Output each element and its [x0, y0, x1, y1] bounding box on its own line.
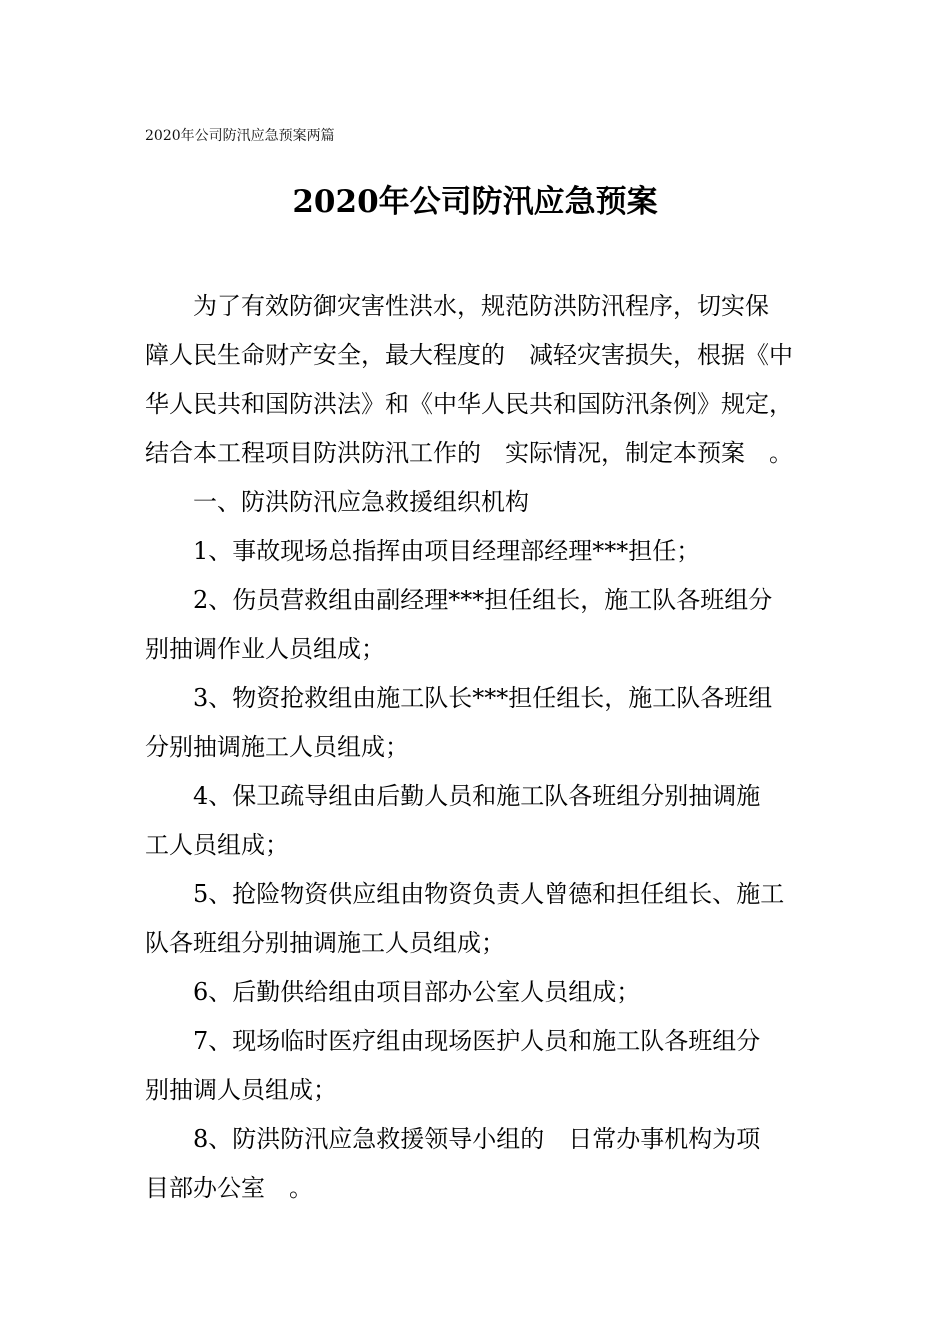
paragraph-line: 华人民共和国防洪法》和《中华人民共和国防汛条例》规定，: [145, 390, 793, 418]
list-item: [145, 1115, 811, 1213]
paragraph-line: 障人民生命财产安全，最大程度的 减轻灾害损失，根据《中: [145, 341, 793, 369]
list-item: [145, 870, 811, 968]
paragraph-line: 别抽调作业人员组成；: [145, 635, 385, 663]
paragraph-line: 5、抢险物资供应组由物资负责人曾德和担任组长、施工: [193, 880, 785, 908]
document-body: [145, 282, 811, 1213]
paragraph-line: 7、现场临时医疗组由现场医护人员和施工队各班组分: [193, 1027, 761, 1055]
list-item: [145, 968, 811, 1017]
paragraph-line: 目部办公室 。: [145, 1174, 313, 1202]
paragraph-line: 工人员组成；: [145, 831, 289, 859]
paragraph-line: 6、后勤供给组由项目部办公室人员组成；: [193, 978, 641, 1006]
paragraph-line: 别抽调人员组成；: [145, 1076, 337, 1104]
paragraph-line: 4、保卫疏导组由后勤人员和施工队各班组分别抽调施: [193, 782, 761, 810]
paragraph-line: 2、伤员营救组由副经理***担任组长，施工队各班组分: [193, 586, 773, 614]
paragraph-line: 队各班组分别抽调施工人员组成；: [145, 929, 505, 957]
list-item: [145, 576, 811, 674]
list-item: [145, 674, 811, 772]
paragraph-line: 分别抽调施工人员组成；: [145, 733, 409, 761]
list-item: [145, 772, 811, 870]
paragraph-line: 结合本工程项目防洪防汛工作的 实际情况，制定本预案 。: [145, 439, 793, 467]
section-heading: [145, 478, 811, 527]
list-item: [145, 527, 811, 576]
running-header: 2020年公司防汛应急预案两篇: [145, 128, 335, 144]
paragraph-line: 8、防洪防汛应急救援领导小组的 日常办事机构为项: [193, 1125, 761, 1153]
paragraph-intro: [145, 282, 811, 478]
paragraph-line: 为了有效防御灾害性洪水，规范防洪防汛程序，切实保: [193, 292, 769, 320]
document-title: 2020年公司防汛应急预案: [292, 184, 658, 220]
paragraph-line: 1、事故现场总指挥由项目经理部经理***担任；: [193, 537, 701, 565]
paragraph-line: 3、物资抢救组由施工队长***担任组长，施工队各班组: [193, 684, 773, 712]
list-item: [145, 1017, 811, 1115]
paragraph-line: 一、防洪防汛应急救援组织机构: [193, 488, 529, 516]
